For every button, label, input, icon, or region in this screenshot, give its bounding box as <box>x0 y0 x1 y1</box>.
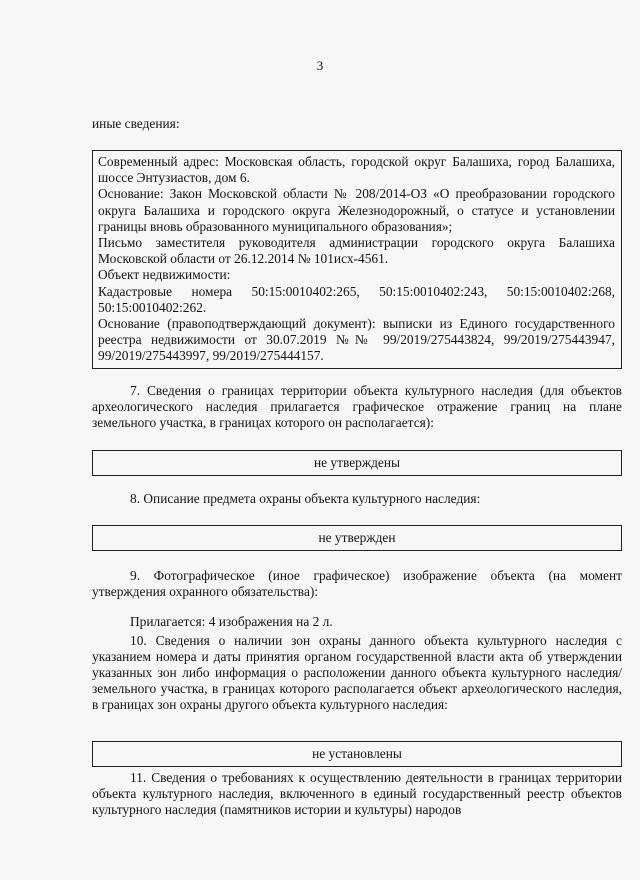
section-10-value: не установлены <box>312 746 402 761</box>
page-number: 3 <box>316 58 324 73</box>
section-9-text: 9. Фотографическое (иное графическое) изображение объекта (на момент утверждения охранного обязательства): <box>92 568 622 599</box>
section-10-value-box <box>92 741 622 767</box>
section-9-attached: Прилагается: 4 изображения на 2 л. <box>130 614 333 630</box>
other-info-box <box>92 150 622 369</box>
section-8-text: 8. Описание предмета охраны объекта культурного наследия: <box>130 491 481 506</box>
info-address: Современный адрес: Московская область, городской округ Балашиха, город Балашиха, шоссе Энтузиастов, дом 6. <box>98 154 615 186</box>
other-info-label: иные сведения: <box>92 116 180 131</box>
info-letter: Письмо заместителя руководителя администрации городского округа Балашиха Московской области от 26.12.2014 № 101исх-4561. <box>98 235 615 267</box>
info-object-label: Объект недвижимости: <box>98 267 231 283</box>
info-cadastral-numbers: Кадастровые номера 50:15:0010402:265, 50:15:0010402:243, 50:15:0010402:268, 50:15:0010402:262. <box>98 283 615 315</box>
info-basis-law: Основание: Закон Московской области № 208/2014-ОЗ «О преобразовании городского округа Балашиха и городского округа Железнодорожный, о статусе и установлении границы вновь образованного муниципального образования»; <box>98 186 615 234</box>
section-8-value: не утвержден <box>318 530 396 545</box>
info-basis-document: Основание (правоподтверждающий документ): выписки из Единого государственного реестра недвижимости от 30.07.2019 №№ 99/2019/275443824, 99/2019/275443947, 99/2019/275443997, 99/2019/275444157. <box>98 316 615 364</box>
section-7-value-box <box>92 450 622 476</box>
section-8-value-box <box>92 525 622 551</box>
section-10-text: 10. Сведения о наличии зон охраны данного объекта культурного наследия с указанием номера и даты принятия органом государственной власти акта об утверждении указанных зон либо информация о расположении данного объекта культурного наследия/земельного участка, в границах которого располагается объект археологического наследия, в границах зон охраны другого объекта культурного наследия: <box>92 633 622 712</box>
section-7-value: не утверждены <box>313 455 401 470</box>
section-7-text: 7. Сведения о границах территории объекта культурного наследия (для объектов археологического наследия прилагается графическое отражение границ на плане земельного участка, в границах которого он располагается): <box>92 383 622 430</box>
section-11-text: 11. Сведения о требованиях к осуществлению деятельности в границах территории объекта культурного наследия, включенного в единый государственный реестр объектов культурного наследия (памятников истории и культуры) народов <box>92 770 622 817</box>
